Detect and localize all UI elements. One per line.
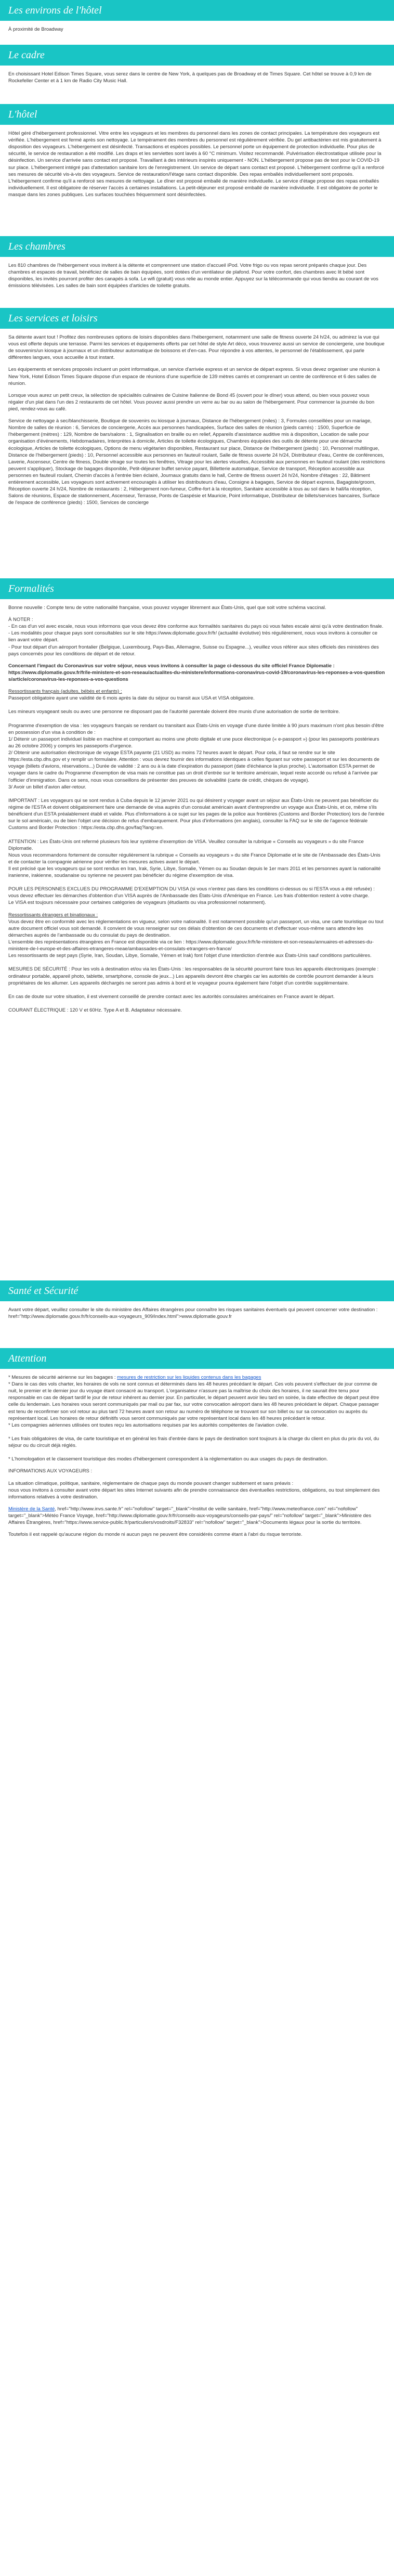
- sante-text: Avant votre départ, veuillez consulter le site du ministère des Affaires étrangères pour connaître les risques sanitaires éventuels qui peuvent concerner votre destination : href="http://www.diplomatie.gouv.fr/fr/conseils-aux-voyageurs_909/index.html">www.diplomatie.gouv.fr: [8, 1307, 378, 1320]
- services-section: [0, 329, 394, 578]
- services-paragraph-3: Lorsque vous aurez un petit creux, la sélection de spécialités culinaires de Cuisine Italienne de Bond 45 (ouvert pour le dîner) vous attend, ou bien vous pouvez vous régaler d'un plat dans l'un des 2 restaurants de cet hôtel. Vous pouvez aussi prendre un verre au bar ou au salon de l'hébergement. Pour commencer la journée du bon pied, rendez-vous au café.: [8, 392, 375, 412]
- attention-bagages-label: * Mesures de sécurité aérienne sur les bagages :: [8, 1375, 116, 1380]
- section-header-hotel: [0, 104, 394, 125]
- chambres-text: Les 810 chambres de l'hébergement vous invitent à la détente et comprennent une station d'accueil iPod. Votre frigo ou vos repas seront préparés chaque jour. Des chambres et espaces de travail, bénéficiez de salles de bain équipées, sont dotées d'un ventilateur de plafond. Pour votre confort, des chambres avec lit bébé sont disponibles, les invités pourront profiter des canapés à sofa. Le wifi (gratuit) vous relie au monde entier. Appuyez sur la télécommande qui vous tiendra au courant de vos émissions télévisées. Les salles de bain sont équipées d'articles de toilette gratuits.: [8, 263, 378, 289]
- services-paragraph-2: Les équipements et services proposés incluent un point informatique, un service d'arrivée express et un service de départ express. Si vous devez organiser une réunion à New York, Hotel Edison Times Square dispose d'un espace de réunions d'une superficie de 139 mètres carrés et comprenant un centre de conférence et 6 des salles de réunion.: [8, 367, 380, 386]
- services-paragraph-4: Service de nettoyage à sec/blanchisserie, Boutique de souvenirs ou kiosque à journaux, Distance de l'hébergement (miles) : 3, Formules conseillées pour un mariage, Nombre de salles de réunion : 6, Services de conciergerie, Accès aux personnes handicapées, Surface des salles de réunion (pieds carrés) : 1500, Superficie de l'hébergement (mètres) : 129, Nombre de bars/salons : 1, Signalisation en braille ou en relief, Appareils d'assistance auditive mis à disposition, Location de salle pour organisation d'événements, Hebdomadaires, Interprètes à domicile, Articles de toilette écologiques, Chambres équipées des outils de détente pour une démarche écologique, Articles de toilette écologiques, Options de menu végétarien disponibles, Restaurant sur place, Distance de l'hébergement (pieds) : 10, Personnel multilingue, Distance de l'hébergement (pieds) : 10, Personnel accessible aux personnes en fauteuil roulant, Salle de fitness ouverte 24 h/24, Distributeur d'eau, Centre de conférences, Laverie, Ascenseur, Centre de fitness, Double vitrage sur toutes les fenêtres, Vitrage pour les alertes visuelles, Accessible aux personnes en fauteuil roulant (des restrictions peuvent s'appliquer), Stockage de bagages disponible, Petit-déjeuner buffet service payant, Billetterie automatique, Service de transport, Réception accessible aux personnes en fauteuil roulant, Chemin d'accès à l'entrée bien éclairé, Journaux gratuits dans le hall, Centre de fitness ouvert 24 h/24, Nombre d'étages : 22, Bâtiment entièrement accessible, Les voyageurs sont activement encouragés à utiliser les distributeurs d'eau, Consigne à bagages, Service de départ express, Bagagiste/groom, Réception ouverte 24 h/24, Nombre de restaurants : 2, Hébergement non-fumeur, Coffre-fort à la réception, Sanitaire accessible à tous au sol dans le hall/la réception, Salons de réunions, Espace de stationnement, Ascenseur, Terrasse, Ponts de Gaspésie et Mauricie, Point informatique, Distributeur de billets/services bancaires, Surface de l'espace de conférence (pieds) : 1500, Services de concierge: [8, 418, 385, 506]
- chambres-section: [0, 257, 394, 308]
- hotel-section: [0, 125, 394, 236]
- attention-title: Attention: [8, 1352, 47, 1364]
- formalites-covid-notice: Concernant l'impact du Coronavirus sur votre séjour, nous vous invitons à consulter la page ci-dessous du site officiel France Diplomatie :: [8, 663, 335, 669]
- sante-title: Santé et Sécurité: [8, 1285, 78, 1297]
- etrangers-text: Vous devez être en conformité avec les réglementations en vigueur, selon votre nationalité. Il est notamment possible qu'un passeport, un visa, une carte touristique ou tout autre document officiel vous soit demandé. Il convient de vous renseigner sur ces délais d'obtention de ces documents et d'effectuer vous-même sans attendre les démarches auprès de l'ambassade ou du consulat du pays de destination. L'ensemble des représentations étrangères en France est disponible via ce lien : https://www.diplomatie.gouv.fr/fr/le-ministere-et-son-reseau/annuaires-et-adresses-du-ministere-de-l-europe-et-des-affaires-etrangeres-meae/ambassades-et-consulats-etrangers-en-france/ Les ressortissants de sept pays (Syrie, Iran, Soudan, Libye, Somalie, Yémen et Irak) font l'objet d'une interdiction d'entrée aux États-Unis sauf conditions particulières. MESURES DE SÉCURITÉ : Pour les vols à destination et/ou via les États-Unis : les responsables de la sécurité pourront faire tous les appareils électroniques (exemple : ordinateur portable, appareil photo, tablette, smartphone, console de jeux...) Les appareils devront être chargés car les autorités de contrôle pourront demander à leurs propriétaires de les allumer. Les appareils déchargés ne seront pas admis à bord et le voyageur pourra également faire l'objet d'un contrôle supplémentaire. En cas de doute sur votre situation, il est vivement conseillé de prendre contact avec les autorités consulaires américaines en France avant le départ. COURANT ÉLECTRIQUE : 120 V et 60Hz. Type A et B. Adaptateur nécessaire.: [8, 918, 384, 1014]
- formalites-section: [0, 599, 394, 1280]
- resortissants-text: Passeport obligatoire ayant une validité de 6 mois après la date du séjour ou transit aux USA et VISA obligatoire. Les mineurs voyageant seuls ou avec une personne ne disposant pas de l'autorité parentale doivent être munis d'une autorisation de sortie de territoire. Programme d'exemption de visa : les voyageurs français se rendant ou transitant aux États-Unis en voyage d'une durée limitée à 90 jours maximum n'ont plus besoin d'être en possession d'un visa à condition de : 1/ Détenir un passeport individuel lisible en machine et comportant au moins une photo digitale et une puce électronique (« e-passport ») (pour les passeports postérieurs au 26 octobre 2006) y compris les passeports d'urgence. 2/ Obtenir une autorisation électronique de voyage ESTA payante (21 USD) au moins 72 heures avant le départ. Pour cela, il faut se rendre sur le site https://esta.cbp.dhs.gov et y remplir un formulaire. Attention : vous devrez fournir des informations identiques à celles figurant sur votre passeport et sur les documents de voyage (billets d'avions, réservations...) Durée de validité : 2 ans ou à la date d'expiration du passeport (date d'échéance la plus proche). L'autorisation ESTA permet de voyager dans le cadre du Programme d'exemption de visa mais ne constitue pas un droit d'entrée sur le territoire américain, lequel reste accordé ou refusé à l'arrivée par l'officier d'immigration. Dans ce sens, nous vous conseillons de présenter des preuves de solvabilité (carte de crédit, chèques de voyage). 3/ Avoir un billet d'avion aller-retour. IMPORTANT : Les voyageurs qui se sont rendus à Cuba depuis le 12 janvier 2021 ou qui désirent y voyager avant un séjour aux États-Unis ne peuvent pas bénéficier du régime de l'ESTA et doivent obligatoirement faire une demande de visa auprès d'un consulat américain avant d'entreprendre un voyage aux États-Unis, et ce, même s'ils bénéficient d'un ESTA préalablement établi et valide. Plus d'informations à ce sujet sur les pages de la police aux frontières (Customs and Border Protection) lors de l'entrée sur le sol américain, ou de bien l'objet une décision de refus d'embarquement. Pour plus d'informations (en anglais), consulter la FAQ sur le site de l'agence fédérale Customs and Border Protection : https://esta.cbp.dhs.gov/faq?lang=en. ATTENTION : Les États-Unis ont refermé plusieurs fois leur système d'exemption de VISA. Veuillez consulter la rubrique « Conseils au voyageurs » du site France Diplomatie. Nous vous recommandons fortement de consulter régulièrement la rubrique « Conseils au voyageurs » du site France Diplomatie et le site de l'Ambassade des États-Unis et de contacter la compagnie aérienne pour vérifier les mesures actives avant le départ. Il est précisé que les voyageurs qui se sont rendus en Iran, Irak, Syrie, Libye, Somalie, Yémen ou au Soudan depuis le 1er mars 2011 et les personnes ayant la nationalité iranienne, irakienne, soudanaise ou syrienne ne peuvent pas bénéficier du régime d'exemption de visa. POUR LES PERSONNES EXCLUES DU PROGRAMME D'EXEMPTION DU VISA (si vous n'entrez pas dans les conditions ci-dessus ou si l'ESTA vous a été refusée) : vous devez effectuer les démarches d'obtention d'un VISA auprès de l'Ambassade des États-Unis d'Amérique en France. Les frais d'obtention restent à votre charge. Le VISA est toujours nécessaire pour certaines catégories de voyageurs (étudiants ou visa professionnel notamment).: [8, 695, 385, 906]
- section-header-services: [0, 308, 394, 329]
- chambres-title: Les chambres: [8, 240, 65, 252]
- section-header-attention: [0, 1348, 394, 1369]
- section-header-formalites: [0, 578, 394, 599]
- attention-footer: Toutefois il est rappelé qu'aucune région du monde ni aucun pays ne peuvent être considérés comme étant à l'abri du risque terroriste.: [8, 1532, 303, 1538]
- ministere-sante-link[interactable]: Ministère de la Santé: [8, 1506, 55, 1512]
- attention-links-text: , href="http://www.invs.sante.fr" rel="nofollow" target="_blank">Institut de veille sanitaire, href="http://www.meteofrance.com" rel="nofollow" target="_blank">Météo France Voyage, href="http://www.diplomatie.gouv.fr/fr/conseils-aux-voyageurs/conseils-par-pays/" rel="nofollow" target="_blank">Ministère des Affaires Étrangères, href="https://www.service-public.fr/particuliers/vosdroits/F32833" rel="nofollow" target="_blank">Documents légaux pour la sortie du territoire.: [8, 1506, 371, 1526]
- etrangers-heading: Ressortissants étrangers et binationaux :: [8, 912, 98, 918]
- section-header-chambres: [0, 236, 394, 257]
- hotel-text: Hôtel géré d'hébergement professionnel. Vitre entre les voyageurs et les membres du personnel dans les zones de contact principales. La température des voyageurs est vérifiée. L'hébergement est fermé après son nettoyage. Le tempérament des membres du personnel est régulièrement vérifiée. Du gel antibactérien est mis gratuitement à disposition des voyageurs. L'hébergement est désinfecté. Transactions et espèces possibles. Le personnel porte un équipement de protection individuelle. Pour plus de sécurité, le service de restauration a été modifié. Les draps et les serviettes sont lavés à 60 °C minimum. Visitez recommandé. Pulvérisation électrostatique utilisée pour la désinfection. Un service d'arrivée sans contact est proposé. Travaillant à des intérieurs inspirés uniquement - NON. L'hébergement propose pas de test pour le COVID-19 sur place. L'hébergement intégré pas d'attestation sanitaire lors de l'enregistrement. Un service de départ sans contact est proposé. L'hébergement confirme qu'il a renforcé ses mesures de sécurité vis-à-vis des voyageurs. Service de restauration/l'étage sans contact disponible. Des repas emballés individuellement sont proposés. L'hébergement confirme qu'il a renforcé ses mesures de nettoyage. Le dîner est proposé emballé de manière individuelle. Le service d'étage propose des repas emballés individuellement. Il est obligatoire de réserver l'accès à certaines installations. La petit-déjeuner est proposé emballé de manière individuelle. Il est obligatoire de porter le masque dans les zones publiques. Les surfaces touchées fréquemment sont désinfectées.: [8, 131, 385, 198]
- attention-section: [0, 1369, 394, 1660]
- attention-paragraph-1: [8, 1374, 386, 1381]
- attention-info-text: La situation climatique, politique, sanitaire, réglementaire de chaque pays du monde pouvant changer subitement et sans préavis : nous vous invitons à consulter avant votre départ les sites Internet suivants afin de prendre connaissance des éventuelles restrictions, obligations, ou tout simplement des informations relatives à votre destination.: [8, 1480, 380, 1500]
- sante-section: [0, 1301, 394, 1348]
- attention-paragraph-2: * Dans le cas des vols charter, les horaires de vols ne sont connus et déterminés dans les 48 heures précédant le départ. Ces vols peuvent s'effectuer de jour comme de nuit, le premier et le dernier jour du voyage étant consacré au transport. L'organisateur n'assure pas la maîtrise du choix des horaires, il ne saurait être tenu pour responsable en cas de départ tardif le jour de retour inhérent au dernier jour. En particulier, le départ peuvent avoir lieu tard en soirée, la date effective de départ peut être celle du lendemain. Les horaires vous seront communiqués par mail ou par fax, sur votre convocation aéroport dans les 48 heures précédant le départ. Chaque passager est tenu de reconfirmer son vol retour au plus tard 72 heures avant son retour au numéro de téléphone se trouvant sur son billet ou sur sa convocation ou auprès du représentant local. Les horaires de retour définitifs vous seront communiqués par votre représentant local dans les 48 heures précédant le retour. * Les compagnies aériennes utilisées ont toutes reçu les autorisations requises par les autorités compétentes de l'aviation civile. * Les frais obligatoires de visa, de carte touristique et en général les frais d'entrée dans le pays de destination sont toujours à la charge du client en plus du prix du vol, du séjour ou du circuit déjà réglés. * L'homologation et le classement touristique des modes d'hébergement correspondent à la réglementation ou aux usages du pays de destination.: [8, 1381, 379, 1462]
- cadre-section: [0, 66, 394, 104]
- environs-text: À proximité de Broadway: [8, 27, 63, 32]
- attention-liquides-link[interactable]: mesures de restriction sur les liquides contenus dans les bagages: [117, 1375, 261, 1380]
- environs-section: [0, 21, 394, 45]
- formalites-title: Formalités: [8, 582, 54, 594]
- resortissants-heading: Ressortissants français (adultes, bébés et enfants) :: [8, 689, 122, 695]
- hotel-title: L'hôtel: [8, 108, 37, 120]
- section-header-cadre: [0, 45, 394, 66]
- cadre-title: Le cadre: [8, 49, 45, 61]
- services-title: Les services et loisirs: [8, 312, 98, 324]
- attention-info-heading: INFORMATIONS AUX VOYAGEURS :: [8, 1468, 93, 1474]
- attention-links: [8, 1506, 386, 1526]
- formalites-note-heading: À NOTER :: [8, 617, 33, 623]
- cadre-text: En choisissant Hotel Edison Times Square, vous serez dans le centre de New York, à quelques pas de Broadway et de Times Square. Cet hôtel se trouve à 0,9 km de Rockefeller Center et à 1 km de Radio City Music Hall.: [8, 71, 372, 84]
- section-header-sante: [0, 1280, 394, 1301]
- services-paragraph-1: Sa détente avant tout ! Profitez des nombreuses options de loisirs disponibles dans l'hébergement, notamment une salle de fitness ouverte 24 h/24, ou admirez la vue qui vous est offerte depuis une terrasse. Parmi les services et équipements offerts par cet hôtel de style Art déco, vous trouverez aussi un service de conciergerie, une boutique de souvenirs/un kiosque à journaux et un distributeur automatique de boissons et d'en-cas. Pour répondre à vos attentes, le personnel de l'établissement, qui parle différentes langues, vous accueille à tout instant.: [8, 334, 385, 361]
- section-header-environs: [0, 0, 394, 21]
- formalites-covid-link[interactable]: https://www.diplomatie.gouv.fr/fr/le-ministere-et-son-reseau/actualites-du-ministere/informations-coronavirus-covid-19/coronavirus-les-reponses-a-vos-questions/article/coronavirus-les-reponses-a-vos-questions: [8, 669, 385, 682]
- formalites-notes: - En cas d'un vol avec escale, nous vous informons que vous devez être conforme aux formalités sanitaires du pays où vous faites escale ainsi qu'à votre destination finale. - Les modalités pour chaque pays sont consultables sur le site https://www.diplomatie.gouv.fr/fr/ (actualité évolutive) très régulièrement, nous vous invitons à consulter ce lien avant votre départ. - Pour tout départ d'un aéroport frontalier (Belgique, Luxembourg, Pays-Bas, Allemagne, Suisse ou Espagne...), veuillez vous référer aux sites officiels des ministères des pays concernés pour les conditions de départ et de retour.: [8, 624, 384, 657]
- formalites-intro: Bonne nouvelle : Compte tenu de votre nationalité française, vous pouvez voyager librement aux États-Unis, quel que soit votre schéma vaccinal.: [8, 605, 326, 611]
- environs-title: Les environs de l'hôtel: [8, 4, 102, 16]
